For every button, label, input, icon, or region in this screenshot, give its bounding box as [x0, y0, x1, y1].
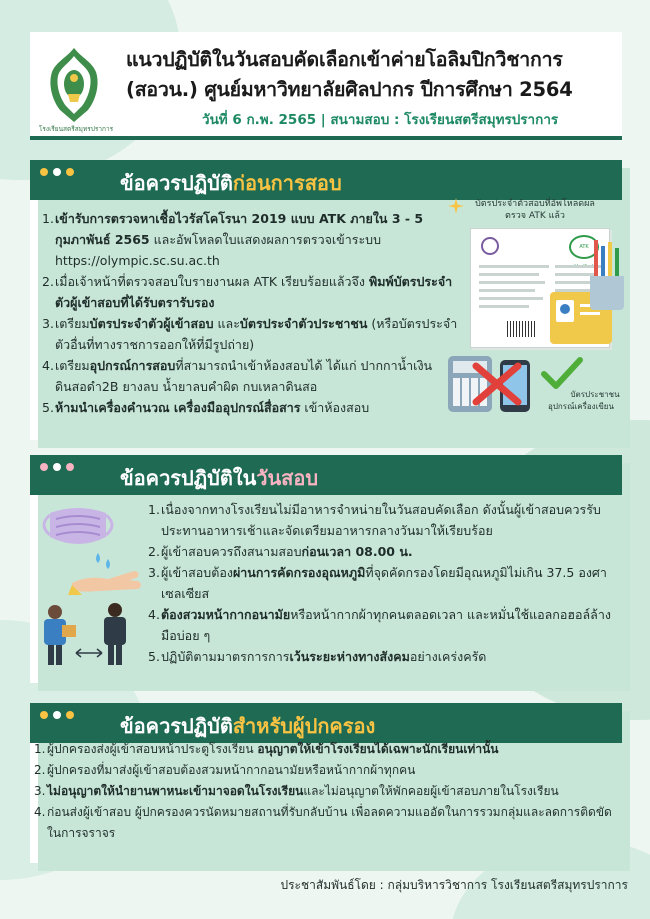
hand-sanitizer-icon: [68, 549, 148, 597]
page-title-line-2: (สอวน.) ศูนย์มหาวิทยาลัยศิลปากร ปีการศึกษา 2564: [126, 78, 573, 101]
window-dots: [40, 168, 74, 176]
school-logo-text: โรงเรียนสตรีสมุทรปราการ: [38, 125, 114, 133]
section-title: ข้อควรปฏิบัติในวันสอบ: [120, 466, 319, 490]
sparkle-icon: [448, 198, 464, 214]
window-dots: [40, 711, 74, 719]
section-exam-day: [30, 455, 622, 683]
list-item: 4. ก่อนส่งผู้เข้าสอบ ผู้ปกครองควรนัดหมายสถานที่รับกลับบ้าน เพื่อลดความแออัดในการรวมกลุ่มและลดการติดขัดในการจราจร: [34, 805, 612, 840]
face-mask-icon: [38, 503, 118, 549]
checkmark-icon: [540, 356, 584, 390]
header-card: [30, 32, 622, 140]
dot-yellow: [66, 711, 74, 719]
list-item: 2. ผู้เข้าสอบควรถึงสนามสอบก่อนเวลา 08.00 น.: [148, 544, 413, 559]
dot-white: [53, 168, 61, 176]
list-item: 1. ผู้ปกครองส่งผู้เข้าสอบหน้าประตูโรงเรียน อนุญาตให้เข้าโรงเรียนได้เฉพาะนักเรียนเท่านั้น: [34, 742, 499, 756]
instruction-list: [148, 499, 613, 667]
list-item: 4. เตรียมอุปกรณ์การสอบที่สามารถนำเข้าห้องสอบได้ ได้แก่ ปากกาน้ำเงิน ดินสอดำ2B ยางลบ น้ำยาลบคำผิด กบเหลาดินสอ: [42, 358, 433, 394]
list-item: 2. เมื่อเจ้าหน้าที่ตรวจสอบใบรายงานผล ATK เรียบร้อยแล้วจึง พิมพ์บัตรประจำตัวผู้เข้าสอบที่ได้รับตรารับรอง: [42, 274, 453, 310]
prohibited-x-icon: [470, 360, 524, 408]
barcode-icon: [507, 321, 537, 337]
section-header: [30, 160, 622, 200]
section-title: ข้อควรปฏิบัติสำหรับผู้ปกครอง: [120, 714, 376, 738]
social-distancing-icon: [42, 601, 138, 667]
dot-yellow: [40, 711, 48, 719]
atk-verified-stamp: ATK: [569, 235, 599, 259]
section-before-exam: [30, 160, 622, 440]
exam-card-note: บัตรประจำตัวสอบที่อัพโหลดผลตรวจ ATK แล้ว: [475, 199, 595, 221]
page-title-line-1: แนวปฏิบัติในวันสอบคัดเลือกเข้าค่ายโอลิมปิกวิชาการ: [126, 48, 563, 71]
page-subtitle: วันที่ 6 ก.พ. 2565 | สนามสอบ : โรงเรียนสตรีสมุทรปราการ: [202, 112, 559, 128]
section-header: [30, 455, 622, 495]
list-item: 1. เนื่องจากทางโรงเรียนไม่มีอาหารจำหน่ายในวันสอบคัดเลือก ดังนั้นผู้เข้าสอบควรรับประทานอาหารเช้าและจัดเตรียมอาหารกลางวันมาให้เรียบร้อย: [148, 502, 601, 538]
list-item: 3. ผู้เข้าสอบต้องผ่านการคัดกรองอุณหภูมิที่จุดคัดกรองโดยมีอุณหภูมิไม่เกิน 37.5 องศาเซลเซียส: [148, 565, 607, 601]
dot-white: [53, 711, 61, 719]
list-item: 1. เข้ารับการตรวจหาเชื้อไวรัสโคโรนา 2019 แบบ ATK ภายใน 3 - 5 กุมภาพันธ์ 2565 และอัพโหลดใบแสดงผลการตรวจเข้าระบบ https://olympic.sc.su.ac.th: [42, 211, 424, 268]
dot-pink: [40, 463, 48, 471]
list-item: 5. ห้ามนำเครื่องคำนวณ เครื่องมืออุปกรณ์สื่อสาร เข้าห้องสอบ: [42, 400, 370, 415]
id-card-note: บัตรประชาชน: [570, 390, 620, 399]
section-title: ข้อควรปฏิบัติก่อนการสอบ: [120, 171, 342, 195]
footer-credit: ประชาสัมพันธ์โดย : กลุ่มบริหารวิชาการ โรงเรียนสตรีสมุทรปราการ: [280, 878, 628, 892]
school-logo: [42, 44, 106, 128]
list-item: 2. ผู้ปกครองที่มาส่งผู้เข้าสอบต้องสวมหน้ากากอนามัยหรือหน้ากากผ้าทุกคน: [34, 763, 416, 777]
section-parents: [30, 703, 622, 863]
double-arrow-icon: [74, 647, 104, 659]
dot-yellow: [66, 168, 74, 176]
list-item: 5. ปฏิบัติตามมาตรการการเว้นระยะห่างทางสังคมอย่างเคร่งครัด: [148, 649, 487, 664]
section-header: [30, 703, 622, 743]
window-dots: [40, 463, 74, 471]
list-item: 3. ไม่อนุญาตให้นำยานพาหนะเข้ามาจอดในโรงเรียนและไม่อนุญาตให้พักคอยผู้เข้าสอบภายในโรงเรียน: [34, 784, 559, 798]
pencil-cup-icon: [590, 240, 624, 310]
instruction-list: [34, 739, 616, 844]
list-item: 4. ต้องสวมหน้ากากอนามัยหรือหน้ากากผ้าทุกคนตลอดเวลา และหมั่นใช้แอลกอฮอล์ล้างมือบ่อย ๆ: [148, 607, 611, 643]
stationery-note: อุปกรณ์เครื่องเขียน: [548, 402, 614, 411]
dot-pink: [66, 463, 74, 471]
dot-white: [53, 463, 61, 471]
list-item: 3. เตรียมบัตรประจำตัวผู้เข้าสอบ และบัตรประจำตัวประชาชน (หรือบัตรประจำตัวอื่นที่ทางราชการออกให้ที่มีรูปถ่าย): [42, 316, 458, 352]
seal-icon: [481, 237, 499, 255]
dot-yellow: [40, 168, 48, 176]
instruction-list: [42, 208, 462, 418]
